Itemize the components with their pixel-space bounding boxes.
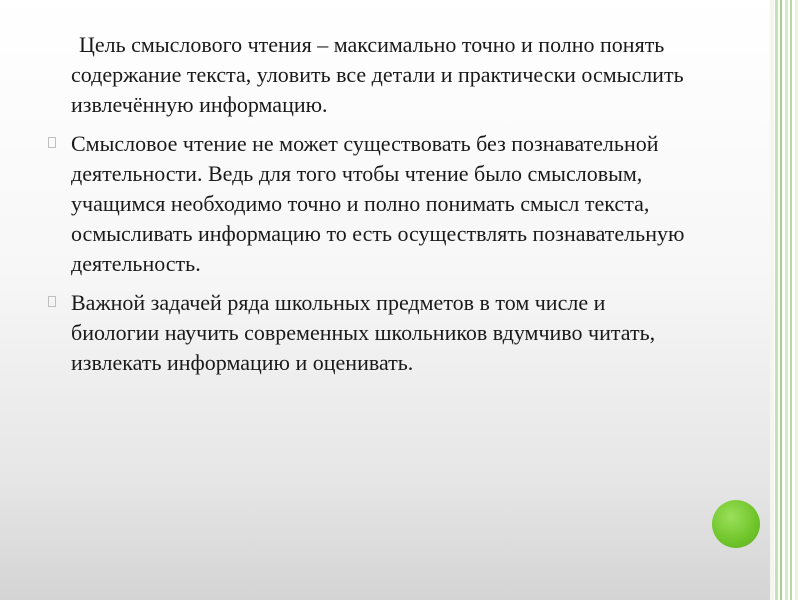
paragraph-task <box>48 288 688 378</box>
paragraph-cognitive-text: Смысловое чтение не может существовать без познавательной деятельности. Ведь для того чтобы чтение было смысловым, учащимся необходимо точно и полно понимать смысл текста, осмысливать информацию то есть осуществлять познавательную деятельность. <box>71 131 685 276</box>
border-stripe <box>775 0 778 600</box>
border-stripe <box>785 0 788 600</box>
border-stripe <box>795 0 798 600</box>
green-circle-icon <box>712 500 760 548</box>
border-stripe <box>770 0 774 600</box>
border-stripe <box>790 0 792 600</box>
paragraph-goal-text: Цель смыслового чтения – максимально точно и полно понять содержание текста, уловить все детали и практически осмыслить извлечённую информацию. <box>71 32 684 117</box>
text-area <box>48 30 688 387</box>
bullet-box-icon <box>48 296 56 307</box>
bullet-box-icon <box>48 137 56 148</box>
paragraph-goal <box>48 30 688 120</box>
paragraph-task-text: Важной задачей ряда школьных предметов в том числе и биологии научить современных школьников вдумчиво читать, извлекать информацию и оценивать. <box>71 290 656 375</box>
paragraph-cognitive <box>48 129 688 279</box>
border-stripe <box>780 0 782 600</box>
